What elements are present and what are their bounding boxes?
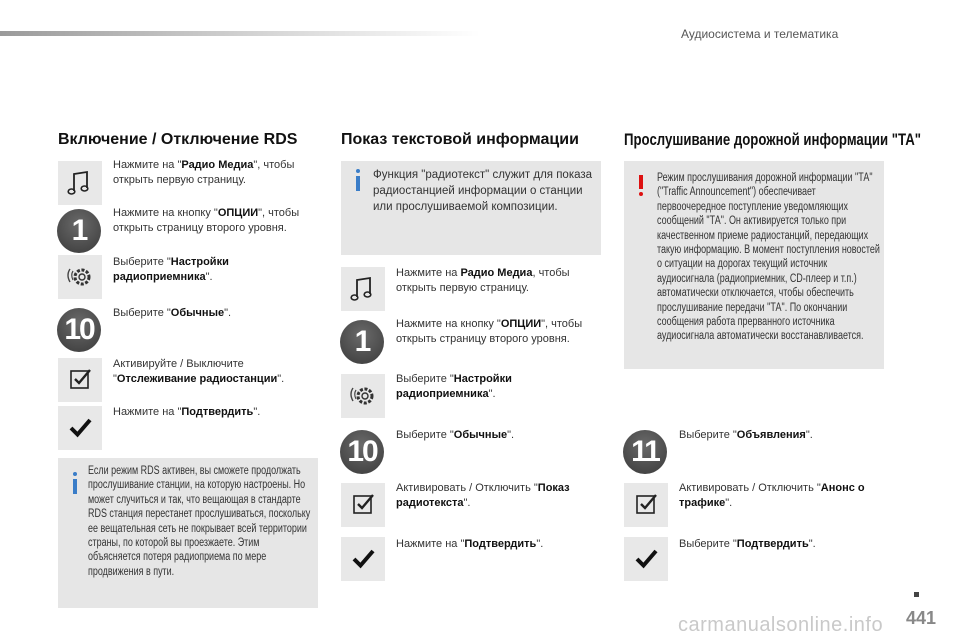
settings-radio-icon — [341, 374, 385, 418]
radiotext-step-6: Нажмите на "Подтвердить". — [396, 538, 544, 550]
check-icon — [341, 537, 385, 581]
rds-step-6: Нажмите на "Подтвердить". — [113, 406, 261, 418]
ta-title: Прослушивание дорожной информации "ТА" — [624, 131, 922, 149]
checklist-icon — [624, 483, 668, 527]
warning-icon — [639, 175, 643, 189]
rds-title: Включение / Отключение RDS — [58, 131, 298, 148]
music-note-icon — [58, 161, 102, 205]
music-note-icon — [341, 267, 385, 311]
ta-warning-text: Режим прослушивания дорожной информации "ТА" ("Traffic Announcement") обеспечивает первоочередное поступление уведомляющих сообщений "ТА". Он активируется только при качественном приеме радиостанций, передающих такую информацию. В момент поступления новостей о ситуации на дорогах текущий источник аудиосигнала (радиоприемник, CD-плеер и т.п.) автоматически отключается, чтобы обеспечить прослушивание передачи "ТА". По окончании сообщения работа прерванного источника аудиосигнала автоматически восстанавливается. — [657, 172, 880, 343]
radiotext-step-2: Нажмите на кнопку "ОПЦИИ", чтобы открыть страницу второго уровня. — [396, 318, 583, 345]
number-badge-10: 10 — [57, 308, 101, 352]
rds-info-box — [58, 458, 318, 608]
checklist-icon — [341, 483, 385, 527]
number-badge-1: 1 — [340, 320, 384, 364]
rds-info-text: Если режим RDS активен, вы сможете продолжать прослушивание станции, на которую настроены. Но может случиться и так, что вещающая в стандарте RDS станция перестанет прослушиваться, поскольку ее вещательная сеть не покрывает всей территории страны, по которой вы проезжаете. Этим объясняется потеря радиоприема по мере продвижения в пути. — [88, 465, 311, 578]
rds-step-5: Активируйте / Выключите "Отслеживание радиостанции". — [113, 358, 285, 385]
watermark: carmanualsonline.info — [678, 614, 884, 636]
radiotext-step-3: Выберите "Настройки радиоприемника". — [396, 373, 512, 400]
settings-radio-icon — [58, 255, 102, 299]
ta-step-3: Выберите "Подтвердить". — [679, 538, 816, 550]
info-icon — [73, 472, 77, 476]
rds-step-3: Выберите "Настройки радиоприемника". — [113, 256, 229, 283]
check-icon — [624, 537, 668, 581]
page-number: 441 — [906, 608, 937, 628]
radiotext-step-4: Выберите "Обычные". — [396, 429, 515, 441]
page-marker — [914, 592, 919, 597]
rds-step-1: Нажмите на "Радио Медиа", чтобы открыть первую страницу. — [113, 159, 295, 186]
checklist-icon — [58, 358, 102, 402]
ta-warning-box — [624, 161, 884, 369]
ta-step-2: Активировать / Отключить "Анонс о трафике". — [679, 482, 865, 509]
header-bar — [0, 31, 480, 36]
info-icon — [356, 169, 360, 173]
radiotext-step-5: Активировать / Отключить "Показ радиотекста". — [396, 482, 570, 509]
radiotext-title: Показ текстовой информации — [341, 131, 579, 148]
number-badge-10: 10 — [340, 430, 384, 474]
radiotext-info-box — [341, 161, 601, 255]
number-badge-1: 1 — [57, 209, 101, 253]
radiotext-info-text: Функция "радиотекст" служит для показа радиостанцией информации о станции или прослушиваемой композиции. — [373, 169, 593, 213]
section-title: Аудиосистема и телематика — [681, 27, 839, 41]
check-icon — [58, 406, 102, 450]
ta-step-1: Выберите "Объявления". — [679, 429, 813, 441]
number-badge-11: 11 — [623, 430, 667, 474]
rds-step-4: Выберите "Обычные". — [113, 307, 232, 319]
radiotext-step-1: Нажмите на Радио Медиа, чтобы открыть первую страницу. — [396, 267, 570, 294]
rds-step-2: Нажмите на кнопку "ОПЦИИ", чтобы открыть страницу второго уровня. — [113, 207, 300, 234]
